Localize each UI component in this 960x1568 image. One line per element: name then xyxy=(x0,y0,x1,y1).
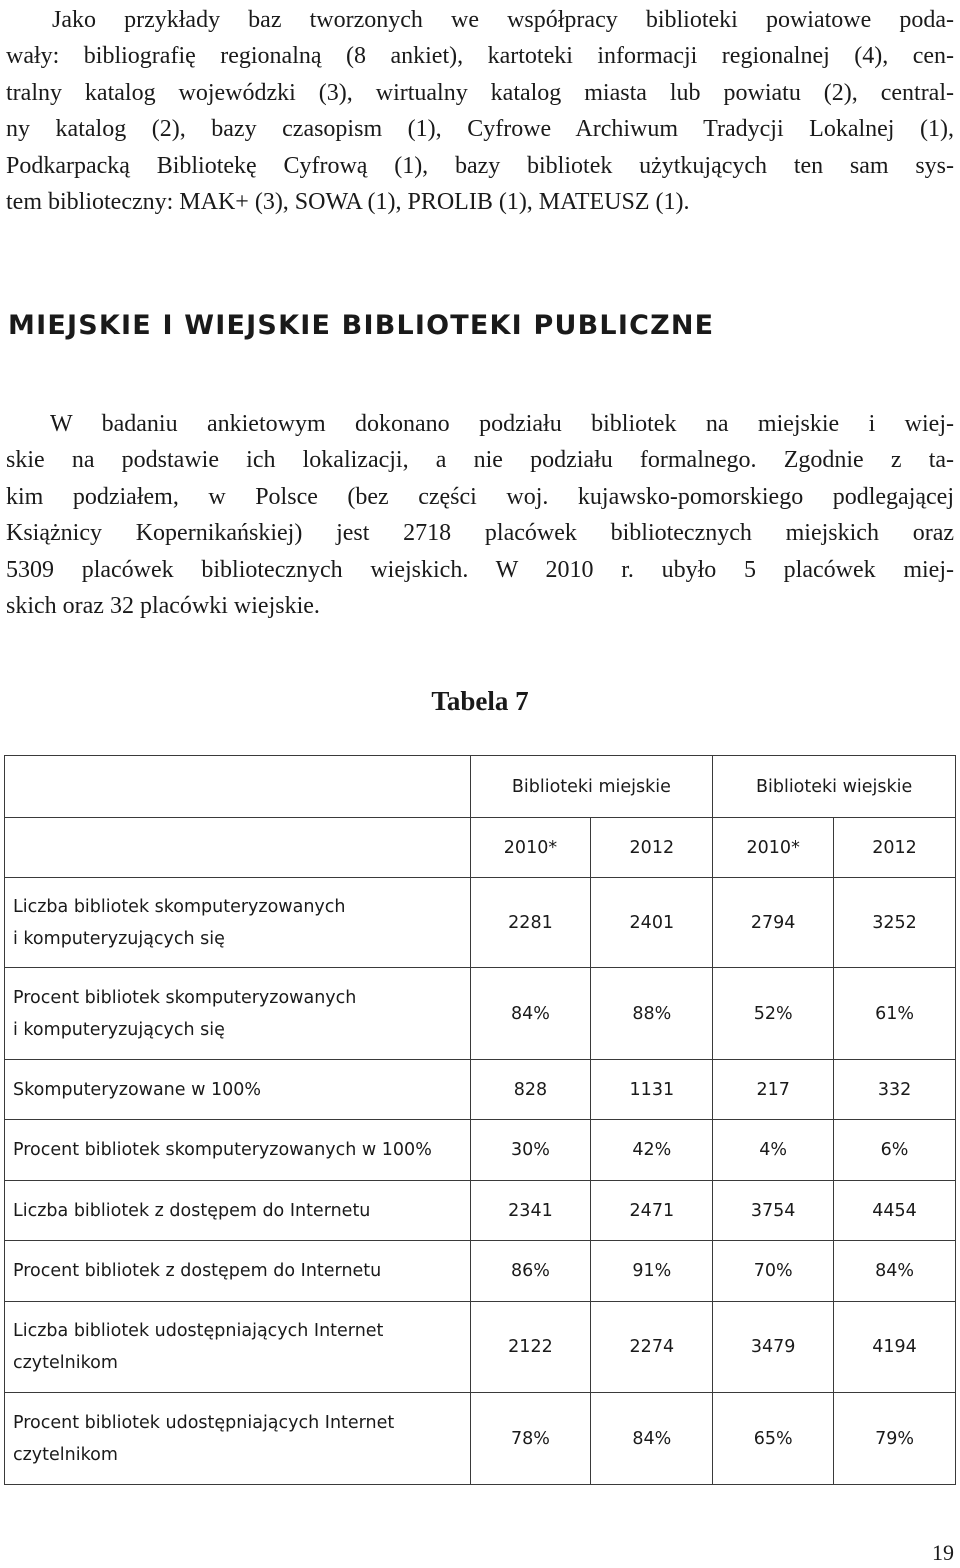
group-header-rural: Biblioteki wiejskie xyxy=(713,756,956,818)
table-cell: 2341 xyxy=(470,1181,591,1241)
row-label xyxy=(5,1302,471,1393)
row-label xyxy=(5,968,471,1060)
intro-line: wały: bibliografię regionalną (8 ankiet), kartoteki informacji regionalnej (4), cen- xyxy=(6,43,954,70)
body-line: Książnicy Kopernikańskiej) jest 2718 placówek bibliotecznych miejskich oraz xyxy=(6,520,954,547)
row-label: Liczba bibliotek z dostępem do Internetu xyxy=(5,1181,471,1241)
table-cell: 4194 xyxy=(834,1302,956,1393)
row-label-line: Liczba bibliotek skomputeryzowanych xyxy=(13,896,346,917)
year-header: 2012 xyxy=(591,818,713,878)
section-heading: MIEJSKIE I WIEJSKIE BIBLIOTEKI PUBLICZNE xyxy=(8,310,715,341)
table-cell: 3479 xyxy=(713,1302,834,1393)
table-row xyxy=(5,1393,956,1485)
intro-line: ny katalog (2), bazy czasopism (1), Cyfrowe Archiwum Tradycji Lokalnej (1), xyxy=(6,116,954,143)
row-label-line: Liczba bibliotek udostępniających Internet xyxy=(13,1321,384,1341)
table-cell: 2471 xyxy=(591,1181,713,1241)
table-cell: 30% xyxy=(470,1120,591,1181)
table-cell: 88% xyxy=(591,968,713,1060)
table-cell: 91% xyxy=(591,1241,713,1302)
table-cell: 4% xyxy=(713,1120,834,1181)
year-header: 2010* xyxy=(713,818,834,878)
intro-line: Podkarpacką Bibliotekę Cyfrową (1), bazy bibliotek użytkujących ten sam sys- xyxy=(6,152,954,179)
body-line: 5309 placówek bibliotecznych wiejskich. W 2010 r. ubyło 5 placówek miej- xyxy=(6,556,954,583)
table-cell: 84% xyxy=(470,968,591,1060)
table-cell: 1131 xyxy=(591,1060,713,1120)
group-header-urban: Biblioteki miejskie xyxy=(470,756,713,818)
year-header: 2012 xyxy=(834,818,956,878)
table-cell: 52% xyxy=(713,968,834,1060)
table-cell: 6% xyxy=(834,1120,956,1181)
table-cell: 217 xyxy=(713,1060,834,1120)
table-row xyxy=(5,878,956,968)
row-label: Procent bibliotek z dostępem do Internetu xyxy=(5,1241,471,1302)
table-cell: 2281 xyxy=(470,878,591,968)
table-cell: 4454 xyxy=(834,1181,956,1241)
table-row xyxy=(5,1302,956,1393)
table-cell: 78% xyxy=(470,1393,591,1485)
row-label-line: i komputeryzujących się xyxy=(13,928,225,949)
table-row xyxy=(5,1181,956,1241)
table-row xyxy=(5,968,956,1060)
year-header: 2010* xyxy=(470,818,591,878)
intro-line: Jako przykłady baz tworzonych we współpracy biblioteki powiatowe poda- xyxy=(52,7,954,33)
table-caption: Tabela 7 xyxy=(431,686,529,716)
table-cell: 828 xyxy=(470,1060,591,1120)
body-line: skie na podstawie ich lokalizacji, a nie podziału formalnego. Zgodnie z ta- xyxy=(6,447,954,474)
table-cell: 79% xyxy=(834,1393,956,1485)
table-cell: 3754 xyxy=(713,1181,834,1241)
row-label-line: czytelnikom xyxy=(13,1353,118,1373)
table-row xyxy=(5,1120,956,1181)
row-label-line: Procent bibliotek udostępniających Internet xyxy=(13,1412,395,1433)
body-line: kim podziałem, w Polsce (bez części woj. kujawsko-pomorskiego podlegającej xyxy=(6,483,954,510)
row-label-line: i komputeryzujących się xyxy=(13,1019,225,1040)
intro-line: tralny katalog wojewódzki (3), wirtualny katalog miasta lub powiatu (2), central- xyxy=(6,79,954,106)
table-cell: 2274 xyxy=(591,1302,713,1393)
row-label-line: czytelnikom xyxy=(13,1444,118,1465)
group-header-row xyxy=(5,756,956,818)
row-label xyxy=(5,878,471,968)
table-cell: 2401 xyxy=(591,878,713,968)
table-cell: 65% xyxy=(713,1393,834,1485)
body-paragraph xyxy=(6,406,954,624)
table-cell: 2794 xyxy=(713,878,834,968)
table-cell: 332 xyxy=(834,1060,956,1120)
body-line: W badaniu ankietowym dokonano podziału bibliotek na miejskie i wiej- xyxy=(50,411,954,437)
row-label: Procent bibliotek skomputeryzowanych w 100% xyxy=(5,1120,471,1181)
intro-paragraph xyxy=(6,2,954,220)
table-cell: 42% xyxy=(591,1120,713,1181)
table-cell: 86% xyxy=(470,1241,591,1302)
table-cell: 3252 xyxy=(834,878,956,968)
body-line: skich oraz 32 placówki wiejskie. xyxy=(6,593,320,620)
row-label-line: Procent bibliotek skomputeryzowanych xyxy=(13,987,357,1008)
table-cell: 84% xyxy=(591,1393,713,1485)
statistics-table xyxy=(4,755,956,1485)
table-cell: 84% xyxy=(834,1241,956,1302)
empty-header-cell xyxy=(5,756,471,818)
row-label: Skomputeryzowane w 100% xyxy=(5,1060,471,1120)
table-cell: 61% xyxy=(834,968,956,1060)
table-row xyxy=(5,1241,956,1302)
table-row xyxy=(5,1060,956,1120)
page-number: 19 xyxy=(932,1540,954,1565)
empty-header-cell xyxy=(5,818,471,878)
row-label xyxy=(5,1393,471,1485)
table-cell: 70% xyxy=(713,1241,834,1302)
year-header-row xyxy=(5,818,956,878)
intro-line: tem biblioteczny: MAK+ (3), SOWA (1), PROLIB (1), MATEUSZ (1). xyxy=(6,189,690,216)
table-cell: 2122 xyxy=(470,1302,591,1393)
